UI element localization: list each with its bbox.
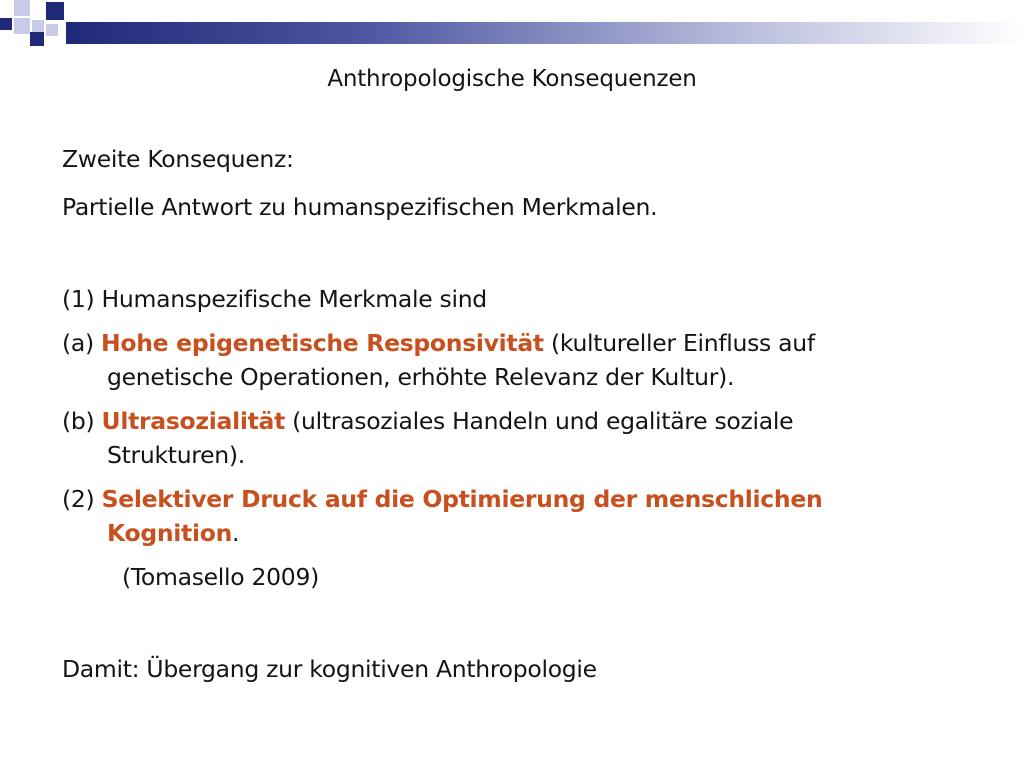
text-line: Partielle Antwort zu humanspezifischen Merkmalen. [62, 193, 658, 221]
list-item-2 [62, 482, 962, 516]
highlight-text: Kognition [107, 519, 233, 547]
deco-gradient-bar [66, 22, 1024, 44]
list-item-1: (1) Humanspezifische Merkmale sind [62, 285, 487, 313]
header-decoration [0, 0, 1024, 60]
item-text: (kultureller Einfluss auf [543, 329, 815, 357]
conclusion: Damit: Übergang zur kognitiven Anthropologie [62, 655, 597, 683]
item-prefix: (2) [62, 485, 102, 513]
citation: (Tomasello 2009) [122, 563, 319, 591]
highlight-text: Hohe epigenetische Responsivität [101, 329, 544, 357]
deco-square [46, 24, 58, 36]
slide-title: Anthropologische Konsequenzen [327, 66, 697, 92]
item-prefix: (a) [62, 329, 102, 357]
slide-content [62, 142, 962, 686]
list-item-a-continuation: genetische Operationen, erhöhte Relevanz der Kultur). [107, 363, 735, 391]
deco-square [14, 0, 30, 16]
list-item-2-continuation [62, 516, 962, 550]
highlight-text: Selektiver Druck auf die Optimierung der menschlichen [101, 485, 823, 513]
highlight-text: Ultrasozialität [101, 407, 286, 435]
list-item-b [62, 404, 962, 438]
deco-square [30, 32, 44, 46]
deco-square [32, 20, 44, 32]
deco-square [14, 18, 30, 34]
item-text: (ultrasoziales Handeln und egalitäre soziale [285, 407, 794, 435]
text-line: Zweite Konsequenz: [62, 145, 294, 173]
deco-square [0, 18, 12, 30]
item-text: . [232, 519, 240, 547]
list-item-b-continuation: Strukturen). [107, 441, 245, 469]
item-prefix: (b) [62, 407, 102, 435]
deco-square [46, 2, 64, 20]
list-item-a [62, 326, 962, 360]
